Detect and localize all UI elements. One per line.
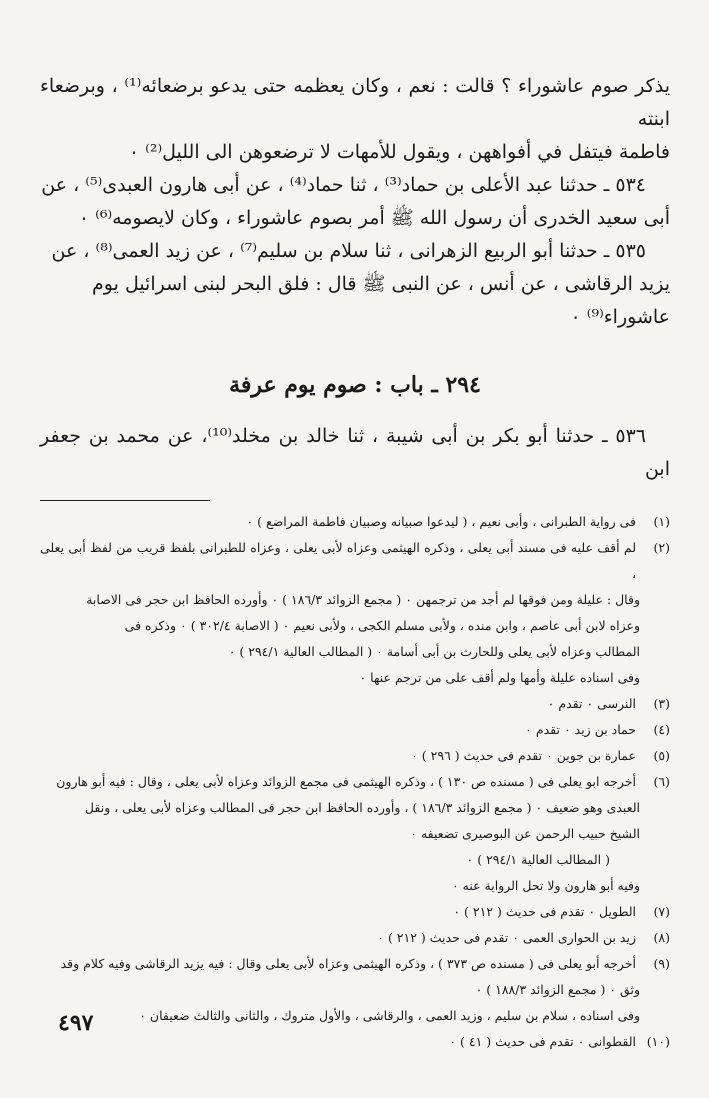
page-number: ٤٩٧ — [58, 1010, 94, 1036]
footnote-text: زيد بن الحوارى العمى ٠ تقدم فى حديث ( ٢١٢ ) ٠ — [377, 930, 636, 945]
footnote-number: (٦) — [653, 774, 670, 789]
footnote-2 — [40, 535, 670, 587]
footnote-text: عمارة بن جوين ٠ تقدم فى حديث ( ٢٩٦ ) ٠ — [411, 748, 636, 763]
footnote-number: (٨) — [653, 930, 670, 945]
footnote-7 — [40, 899, 670, 925]
footnote-5 — [40, 743, 670, 769]
text-line: يزيد الرقاشى ، عن أنس ، عن النبى ﷺ قال : فلق البحر لبنى اسرائيل يوم — [92, 273, 670, 295]
footnotes — [40, 509, 670, 1055]
footnote-number: (١) — [653, 514, 670, 529]
footnote-text: حماد بن زيد ٠ تقدم ٠ — [525, 722, 636, 737]
text-line: عاشوراء⁽⁹⁾ ٠ — [570, 306, 670, 328]
footnote-text: أخرجه أبو يعلى فى ( مسنده ص ٣٧٣ ) ، وذكره الهيثمى وعزاه لأبى يعلى وقال : فيه يزيد الرقاشى وفيه كلام وقد — [60, 956, 636, 971]
footnote-4 — [40, 717, 670, 743]
footnote-number: (١٠) — [646, 1034, 670, 1049]
footnote-text: العبدى وهو ضعيف ٠ ( مجمع الزوائد ١٨٦/٣ ) ، وأورده الحافظ ابن حجر فى المطالب وعزاه لأبى يعلى ، ونقل — [84, 800, 640, 815]
hadith-534-line: ٥٣٤ ـ حدثنا عبد الأعلى بن حماد⁽³⁾ ، ثنا حماد⁽⁴⁾ ، عن أبى هارون العبدى⁽⁵⁾ ، عن — [41, 174, 646, 196]
main-text — [40, 70, 670, 334]
footnote-text: الطويل ٠ تقدم فى حديث ( ٢١٢ ) ٠ — [453, 904, 636, 919]
footnote-number: (٧) — [653, 904, 670, 919]
footnote-text: النرسى ٠ تقدم ٠ — [547, 696, 636, 711]
footnote-text: المطالب وعزاه لأبى يعلى وللحارث بن أبى أسامة ٠ ( المطالب العالية ٢٩٤/١ ) ٠ — [228, 644, 640, 659]
footnote-number: (٥) — [653, 748, 670, 763]
footnote-text: وفى اسناده ، سلام بن سليم ، وزيد العمى ، والرقاشى ، والأول متروك ، والثانى والثالث ضعيفان ٠ — [139, 1008, 640, 1023]
footnote-number: (٤) — [653, 722, 670, 737]
hadith-536-line: ٥٣٦ ـ حدثنا أبو بكر بن أبى شيبة ، ثنا خالد بن مخلد⁽¹⁰⁾، عن محمد بن جعفر ابن — [40, 425, 670, 480]
footnote-1 — [40, 509, 670, 535]
footnote-9 — [40, 951, 670, 977]
footnote-divider — [40, 500, 210, 501]
footnote-text: لم أقف عليه فى مسند أبى يعلى ، وذكره الهيثمى وعزاه لأبى يعلى ، وعزاه للطبرانى بلفظ قريب من لفظ أبى يعلى ، — [40, 540, 636, 581]
footnote-3 — [40, 691, 670, 717]
footnote-10 — [40, 1029, 670, 1055]
footnote-text: وفى اسناده عليلة وأمها ولم أقف على من ترجم عنها ٠ — [359, 670, 640, 685]
footnote-number: (٣) — [653, 696, 670, 711]
footnote-text: وفيه أبو هارون ولا تحل الرواية عنه ٠ — [451, 878, 640, 893]
text-line: فاطمة فيتفل في أفواههن ، ويقول للأمهات لا ترضعوهن الى الليل⁽²⁾ ٠ — [128, 141, 670, 163]
footnote-text: أخرجه ابو يعلى فى ( مسنده ص ١٣٠ ) ، وذكره الهيثمى فى مجمع الزوائد وعزاه لأبى يعلى ، وقال : فيه أبو هارون — [56, 774, 636, 789]
footnote-8 — [40, 925, 670, 951]
footnote-text: وعزاه لابن أبى عاصم ، وابن منده ، ولأبى مسلم الكجى ، ولأبى نعيم ٠ ( الاصابة ٣٠٢/٤ ) ٠ وذكره فى — [124, 618, 640, 633]
footnote-text: ( المطالب العالية ٢٩٤/١ ) ٠ — [466, 852, 610, 867]
chapter-title: ٢٩٤ ـ باب : صوم يوم عرفة — [229, 372, 481, 398]
footnote-6 — [40, 769, 670, 795]
footnote-number: (٢) — [653, 540, 670, 555]
footnote-text: الشيخ حبيب الرحمن عن البوصيرى تضعيفه ٠ — [410, 826, 640, 841]
page-content — [40, 70, 670, 1055]
footnote-text: وثق ٠ ( مجمع الزوائد ١٨٨/٣ ) ٠ — [475, 982, 640, 997]
hadith-535-line: ٥٣٥ ـ حدثنا أبو الربيع الزهرانى ، ثنا سلام بن سليم⁽⁷⁾ ، عن زيد العمى⁽⁸⁾ ، عن — [51, 240, 646, 262]
text-line: يذكر صوم عاشوراء ؟ قالت : نعم ، وكان يعظمه حتى يدعو برضعائه⁽¹⁾ ، وبرضعاء ابنته — [40, 75, 670, 130]
footnote-text: فى رواية الطبرانى ، وأبى نعيم ، ( ليدعوا صبيانه وصبيان فاطمة المراضع ) ٠ — [246, 514, 636, 529]
footnote-text: القطوانى ٠ تقدم فى حديث ( ٤١ ) ٠ — [449, 1034, 636, 1049]
text-line: أبى سعيد الخدرى أن رسول الله ﷺ أمر بصوم عاشوراء ، وكان لايصومه⁽⁶⁾ ٠ — [78, 207, 670, 229]
footnote-text: وقال : عليلة ومن فوقها لم أجد من ترجمهن ٠ ( مجمع الزوائد ١٨٦/٣ ) ٠ وأورده الحافظ ابن حجر فى الاصابة — [86, 592, 640, 607]
footnote-number: (٩) — [653, 956, 670, 971]
